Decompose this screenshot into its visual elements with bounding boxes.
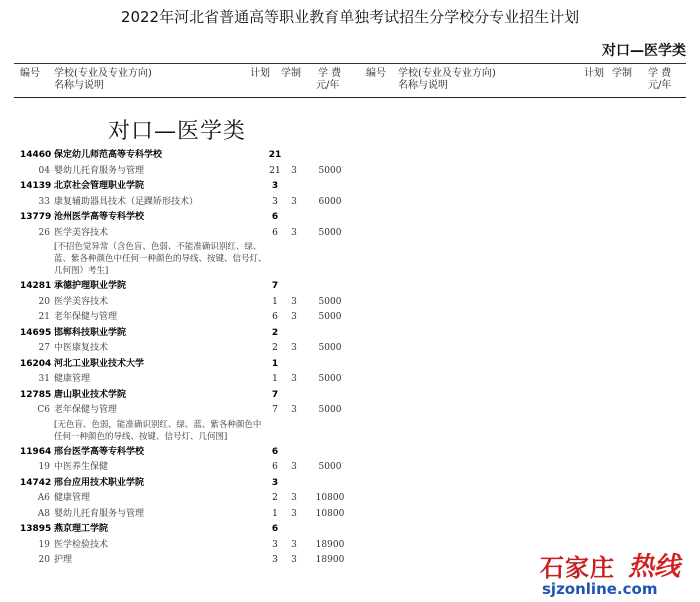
- school-row: [14, 476, 359, 492]
- major-plan: 21: [269, 165, 281, 176]
- school-name: 沧州医学高等专科学校: [54, 212, 145, 222]
- major-name: 健康管理: [54, 374, 91, 384]
- school-code: 13779: [20, 212, 52, 222]
- school-row: [14, 279, 359, 295]
- major-row: [14, 507, 359, 523]
- major-row: [14, 491, 359, 507]
- major-code: 19: [38, 539, 50, 550]
- school-name: 唐山职业技术学院: [54, 389, 127, 400]
- school-code: 14460: [20, 150, 52, 160]
- major-row: [14, 195, 359, 211]
- major-fee: 5000: [318, 296, 342, 307]
- major-code: 19: [38, 462, 50, 472]
- school-plan: 7: [271, 389, 279, 400]
- school-row: [14, 148, 359, 164]
- school-plan: 3: [271, 477, 279, 488]
- header-rule-bottom: [14, 97, 686, 98]
- school-name: 河北工业职业技术大学: [54, 358, 145, 369]
- enrollment-list: [14, 148, 359, 569]
- major-code: 21: [38, 312, 50, 322]
- major-fee: 5000: [318, 165, 342, 176]
- major-years: 3: [291, 227, 297, 238]
- major-years: 3: [291, 165, 297, 176]
- school-row: [14, 357, 359, 373]
- major-fee: 6000: [318, 196, 342, 207]
- school-row: [14, 210, 359, 226]
- major-code: 33: [38, 196, 50, 207]
- major-fee: 5000: [318, 312, 342, 322]
- major-fee: 18900: [315, 555, 345, 565]
- header-years-right: 学制: [612, 68, 632, 79]
- header-years: 学制: [281, 68, 301, 79]
- school-plan: 6: [271, 446, 279, 457]
- major-note: [无色盲、色弱，能准确识别红、绿、蓝、紫各种颜色中任何一种颜色的导线、按键、信号灯、几何图]: [54, 419, 262, 442]
- header-school-line2-right: 名称与说明: [398, 80, 448, 91]
- watermark-url: sjzonline.com: [542, 580, 658, 598]
- school-name: 邢台医学高等专科学校: [54, 446, 145, 457]
- major-fee: 5000: [318, 343, 342, 353]
- site-watermark-logo: [540, 548, 700, 602]
- school-plan: 6: [271, 524, 279, 534]
- major-fee: 5000: [318, 462, 342, 472]
- major-row: [14, 553, 359, 569]
- major-row: [14, 341, 359, 357]
- major-note: [不招色觉异常（含色盲、色弱、不能准确识别红、绿、蓝、紫各种颜色中任何一种颜色的导线、按键、信号灯、几何图）考生]: [54, 242, 267, 276]
- major-code: 20: [38, 555, 50, 565]
- major-fee: 10800: [315, 508, 345, 519]
- major-code: 31: [38, 374, 50, 384]
- major-name: 老年保健与管理: [54, 312, 118, 322]
- major-name: 婴幼儿托育服务与管理: [54, 508, 145, 519]
- watermark-hot-text: 热线: [628, 552, 681, 582]
- major-years: 3: [291, 312, 297, 322]
- major-code: 27: [38, 343, 50, 353]
- major-row: [14, 460, 359, 476]
- header-school-line1: 学校(专业及专业方向): [54, 68, 152, 79]
- school-row: [14, 445, 359, 461]
- header-school-line1-right: 学校(专业及专业方向): [398, 68, 496, 79]
- school-name: 北京社会管理职业学院: [54, 181, 145, 191]
- header-plan: 计划: [250, 68, 270, 79]
- major-name: 婴幼儿托育服务与管理: [54, 165, 145, 176]
- major-fee: 18900: [315, 539, 345, 550]
- major-name: 医学美容技术: [54, 296, 109, 307]
- header-school-line2: 名称与说明: [54, 80, 104, 91]
- major-code: A8: [37, 508, 50, 519]
- major-years: 3: [291, 539, 297, 550]
- school-code: 14742: [20, 477, 52, 488]
- header-code-right: 编号: [366, 68, 386, 79]
- watermark-main-text: 石家庄: [540, 554, 615, 582]
- school-plan: 21: [268, 150, 282, 160]
- school-name: 燕京理工学院: [54, 524, 109, 534]
- document-subtitle: 对口—医学类: [602, 43, 686, 59]
- major-plan: 6: [272, 462, 278, 472]
- school-plan: 1: [271, 358, 279, 369]
- school-row: [14, 179, 359, 195]
- school-row: [14, 522, 359, 538]
- school-code: 16204: [20, 358, 52, 369]
- major-row: [14, 403, 359, 419]
- major-code: 20: [38, 296, 50, 307]
- major-name: 康复辅助器具技术（足踝矫形技术）: [54, 196, 199, 207]
- school-code: 14139: [20, 181, 52, 191]
- major-code: 26: [38, 227, 50, 238]
- school-code: 12785: [20, 389, 52, 400]
- major-years: 3: [291, 296, 297, 307]
- major-row: [14, 226, 359, 242]
- major-row: [14, 164, 359, 180]
- school-code: 13895: [20, 524, 52, 534]
- major-fee: 5000: [318, 405, 342, 415]
- header-plan-right: 计划: [584, 68, 604, 79]
- major-plan: 3: [272, 555, 278, 565]
- major-fee: 5000: [318, 227, 342, 238]
- document-title: 2022年河北省普通高等职业教育单独考试招生分学校分专业招生计划: [120, 8, 580, 26]
- header-rule-top: [14, 63, 686, 64]
- major-row: [14, 372, 359, 388]
- major-plan: 7: [272, 405, 278, 415]
- major-name: 护理: [54, 555, 73, 565]
- major-name: 中医康复技术: [54, 343, 109, 353]
- school-code: 14281: [20, 281, 52, 291]
- school-plan: 2: [271, 327, 279, 338]
- major-years: 3: [291, 405, 297, 415]
- major-row: [14, 538, 359, 554]
- major-name: 中医养生保健: [54, 462, 109, 472]
- school-code: 11964: [20, 446, 52, 457]
- school-row: [14, 388, 359, 404]
- header-fee-line2: 元/年: [316, 80, 340, 91]
- major-plan: 6: [272, 312, 278, 322]
- major-plan: 3: [272, 539, 278, 550]
- major-code: C6: [37, 405, 50, 415]
- school-name: 保定幼儿师范高等专科学校: [54, 150, 163, 160]
- major-code: 04: [38, 165, 50, 176]
- school-name: 邢台应用技术职业学院: [54, 477, 145, 488]
- major-plan: 3: [272, 196, 278, 207]
- major-name: 医学美容技术: [54, 227, 109, 238]
- major-plan: 2: [272, 493, 278, 503]
- header-fee-line1: 学 费: [318, 68, 342, 79]
- major-plan: 6: [272, 227, 278, 238]
- major-years: 3: [291, 508, 297, 519]
- major-years: 3: [291, 374, 297, 384]
- major-years: 3: [291, 555, 297, 565]
- major-name: 健康管理: [54, 493, 91, 503]
- major-fee: 5000: [318, 374, 342, 384]
- school-row: [14, 326, 359, 342]
- major-years: 3: [291, 343, 297, 353]
- major-fee: 10800: [315, 493, 345, 503]
- major-row: [14, 295, 359, 311]
- school-plan: 6: [271, 212, 279, 222]
- school-code: 14695: [20, 327, 52, 338]
- school-name: 承德护理职业学院: [54, 281, 127, 291]
- header-fee-line2-right: 元/年: [648, 80, 672, 91]
- major-plan: 2: [272, 343, 278, 353]
- major-name: 医学检验技术: [54, 539, 109, 550]
- school-plan: 7: [271, 281, 279, 291]
- header-fee-line1-right: 学 费: [648, 68, 672, 79]
- major-years: 3: [291, 196, 297, 207]
- school-plan: 3: [271, 181, 279, 191]
- major-name: 老年保健与管理: [54, 405, 118, 415]
- major-plan: 1: [272, 508, 278, 519]
- major-row: [14, 310, 359, 326]
- major-plan: 1: [272, 296, 278, 307]
- major-plan: 1: [272, 374, 278, 384]
- header-code: 编号: [20, 68, 40, 79]
- major-code: A6: [37, 493, 50, 503]
- major-years: 3: [291, 493, 297, 503]
- school-name: 邯郸科技职业学院: [54, 327, 127, 338]
- category-heading: 对口—医学类: [108, 119, 247, 144]
- major-years: 3: [291, 462, 297, 472]
